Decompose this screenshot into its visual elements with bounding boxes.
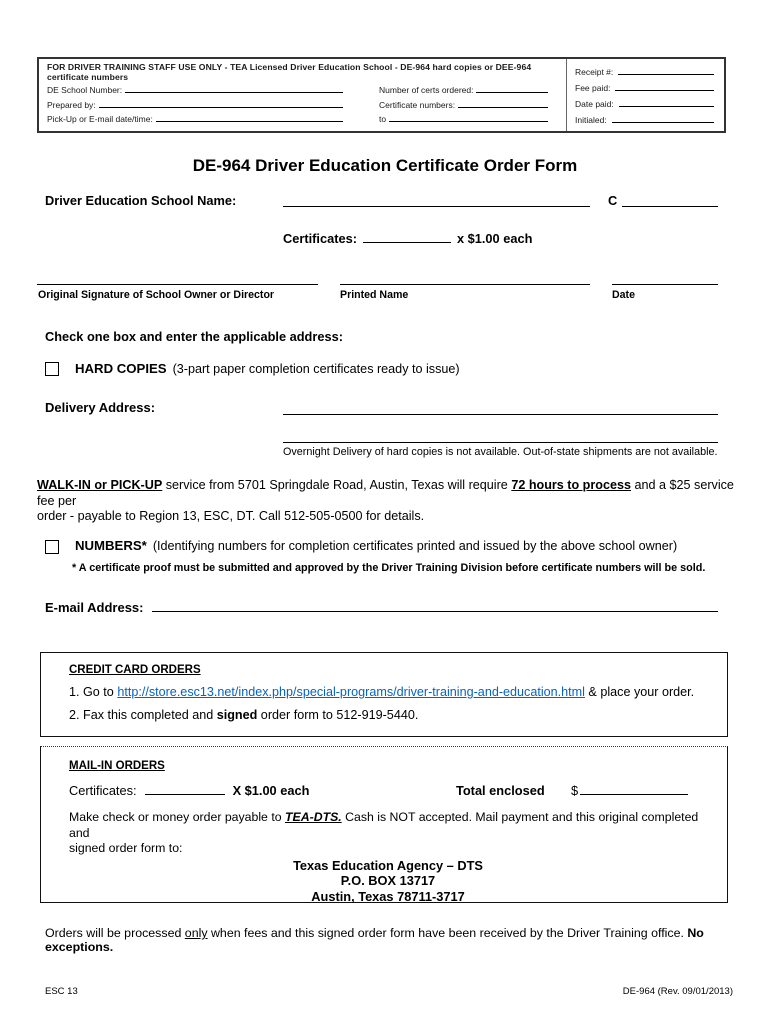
school-name-field[interactable] [283, 206, 590, 207]
certs-ordered-field[interactable] [476, 84, 548, 93]
numbers-checkbox[interactable] [45, 540, 59, 554]
staff-use-box [37, 57, 726, 133]
processing-note-only: only [184, 926, 208, 940]
walkin-text-3: order - payable to Region 13, ESC, DT. Call 512-505-0500 for details. [37, 509, 425, 523]
payee-name: TEA-DTS. [285, 810, 342, 824]
receipt-number-label: Receipt #: [575, 67, 614, 77]
de-school-number-label: DE School Number: [47, 84, 123, 95]
signature-field[interactable] [37, 284, 318, 285]
credit-card-step1-prefix: 1. Go to [69, 685, 118, 699]
processing-note [45, 926, 735, 954]
certs-ordered-label: Number of certs ordered: [379, 84, 474, 95]
mailing-address-pobox: P.O. BOX 13717 [340, 873, 436, 888]
mail-in-orders-box [40, 746, 728, 903]
check-payable-prefix: Make check or money order payable to [69, 810, 285, 824]
numbers-option [75, 538, 677, 553]
total-enclosed-field[interactable] [580, 783, 688, 795]
certificate-numbers-field[interactable] [458, 99, 548, 108]
hard-copies-option [75, 361, 460, 376]
signature-label: Original Signature of School Owner or Director [38, 289, 275, 301]
check-box-instruction: Check one box and enter the applicable address: [45, 329, 343, 344]
credit-card-step2-suffix: order form to 512-919-5440. [257, 708, 419, 722]
school-c-number-field[interactable] [622, 206, 718, 207]
staff-use-header: FOR DRIVER TRAINING STAFF USE ONLY - TEA Licensed Driver Education School - DE-964 hard copies or DEE-964 certificate numbers [47, 62, 532, 82]
fee-paid-label: Fee paid: [575, 83, 611, 93]
page-title: DE-964 Driver Education Certificate Order Form [192, 156, 578, 175]
school-c-number-label: C [608, 193, 618, 208]
delivery-address-label: Delivery Address: [45, 400, 156, 415]
staff-use-right-column [566, 59, 724, 131]
total-enclosed-label: Total enclosed [456, 783, 545, 798]
walkin-bold-label: WALK-IN or PICK-UP [37, 478, 163, 492]
email-address-field[interactable] [152, 600, 719, 612]
check-payable-line2: signed order form to: [69, 841, 183, 855]
de-school-number-field[interactable] [125, 84, 343, 93]
certificates-quantity-field[interactable] [363, 231, 451, 243]
mail-in-orders-heading: MAIL-IN ORDERS [69, 760, 165, 772]
footer-esc13: ESC 13 [45, 986, 78, 997]
mail-in-certificates-label: Certificates: [69, 783, 137, 798]
processing-note-prefix: Orders will be processed [45, 926, 185, 940]
dollar-sign: $ [571, 783, 579, 798]
hard-copies-label: HARD COPIES [75, 361, 167, 376]
walkin-text-2: and a $25 service fee per [37, 478, 734, 508]
date-field[interactable] [612, 284, 718, 285]
delivery-note: Overnight Delivery of hard copies is not available. Out-of-state shipments are not available. [283, 446, 718, 458]
processing-note-mid: when fees and this signed order form have been received by the Driver Training office. [207, 926, 688, 940]
certificate-numbers-label: Certificate numbers: [379, 99, 456, 110]
credit-card-orders-heading: CREDIT CARD ORDERS [69, 664, 201, 676]
mail-in-check-instructions [69, 810, 707, 857]
hard-copies-checkbox[interactable] [45, 362, 59, 376]
order-store-link[interactable]: http://store.esc13.net/index.php/special-programs/driver-training-and-education.html [117, 685, 585, 699]
date-label: Date [612, 289, 635, 301]
mail-in-unit-label: X $1.00 each [232, 783, 310, 798]
initialed-field[interactable] [612, 114, 714, 123]
prepared-by-field[interactable] [99, 99, 343, 108]
credit-card-step2-prefix: 2. Fax this completed and [69, 708, 217, 722]
processing-note-no-exceptions: No exceptions. [45, 926, 704, 954]
mail-in-certificates-row [69, 783, 707, 800]
fee-paid-field[interactable] [615, 82, 714, 91]
mailing-address-agency: Texas Education Agency – DTS [293, 857, 483, 873]
prepared-by-label: Prepared by: [47, 99, 96, 110]
total-enclosed-amount [571, 783, 696, 798]
check-payable-mid: Cash is NOT accepted. Mail payment and this original completed and [69, 810, 699, 840]
numbers-footnote: * A certificate proof must be submitted and approved by the Driver Training Division before certificate numbers will be sold. [72, 562, 706, 574]
mailing-address-block [69, 858, 707, 905]
mail-in-certificates-quantity-field[interactable] [145, 783, 225, 795]
initialed-label: Initialed: [575, 115, 607, 125]
walkin-text-1: service from 5701 Springdale Road, Austin, Texas will require [162, 478, 512, 492]
email-address-label: E-mail Address: [45, 600, 144, 615]
hard-copies-description: (3-part paper completion certificates ready to issue) [172, 362, 460, 376]
numbers-description: (Identifying numbers for completion certificates printed and issued by the above school owner) [152, 539, 678, 553]
pickup-datetime-field[interactable] [156, 113, 343, 122]
certificates-label: Certificates: [283, 231, 357, 246]
footer-form-revision: DE-964 (Rev. 09/01/2013) [622, 986, 733, 997]
printed-name-label: Printed Name [340, 289, 409, 301]
staff-use-main-columns [39, 59, 566, 131]
certificates-unit-label: x $1.00 each [456, 231, 533, 246]
printed-name-field[interactable] [340, 284, 590, 285]
certificate-numbers-to-label: to [379, 114, 387, 125]
delivery-address-line2-field[interactable] [283, 442, 718, 443]
credit-card-orders-box [40, 652, 728, 737]
school-name-label: Driver Education School Name: [45, 193, 237, 208]
walkin-hours-label: 72 hours to process [511, 478, 631, 492]
receipt-number-field[interactable] [618, 66, 714, 75]
numbers-label: NUMBERS* [75, 538, 147, 553]
pickup-datetime-label: Pick-Up or E-mail date/time: [47, 114, 153, 125]
walkin-pickup-paragraph [37, 478, 735, 525]
credit-card-step-1 [69, 685, 707, 699]
email-address-row [45, 600, 718, 615]
delivery-address-line1-field[interactable] [283, 414, 718, 415]
date-paid-label: Date paid: [575, 99, 614, 109]
credit-card-step2-signed: signed [216, 708, 258, 722]
credit-card-step1-suffix: & place your order. [584, 685, 695, 699]
credit-card-step-2 [69, 708, 707, 722]
date-paid-field[interactable] [619, 98, 714, 107]
certificates-quantity-row [283, 231, 532, 246]
mailing-address-city: Austin, Texas 78711-3717 [311, 888, 465, 904]
certificate-numbers-to-field[interactable] [389, 113, 548, 122]
